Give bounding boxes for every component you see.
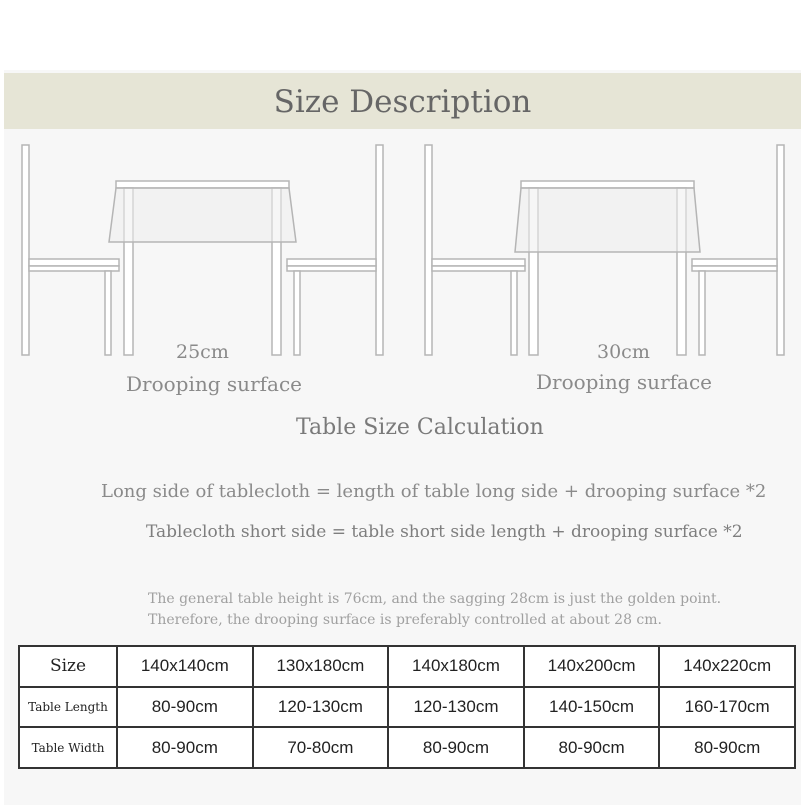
right-chair-right — [692, 145, 784, 355]
left-drop-label: Drooping surface — [126, 372, 302, 396]
table-row — [19, 687, 795, 728]
width-cell: 80-90cm — [117, 727, 253, 768]
row-header-table-length: Table Length — [19, 687, 117, 728]
length-cell: 160-170cm — [659, 687, 795, 728]
left-chair-right — [287, 145, 383, 355]
length-cell: 140-150cm — [524, 687, 660, 728]
length-cell: 120-130cm — [253, 687, 389, 728]
length-cell: 120-130cm — [388, 687, 524, 728]
size-cell: 130x180cm — [253, 646, 389, 687]
right-drop-label: Drooping surface — [536, 370, 712, 394]
size-cell: 140x180cm — [388, 646, 524, 687]
row-header-table-width: Table Width — [19, 727, 117, 768]
note-line-2: Therefore, the drooping surface is preferably controlled at about 28 cm. — [148, 612, 662, 628]
width-cell: 80-90cm — [659, 727, 795, 768]
calc-title: Table Size Calculation — [296, 415, 544, 440]
size-cell: 140x200cm — [524, 646, 660, 687]
formula-short-side: Tablecloth short side = table short side length + drooping surface *2 — [146, 522, 743, 542]
left-drop-value: 25cm — [176, 341, 229, 363]
formula-long-side: Long side of tablecloth = length of table long side + drooping surface *2 — [101, 481, 767, 502]
left-chair-left — [22, 145, 119, 355]
width-cell: 80-90cm — [524, 727, 660, 768]
size-table — [18, 645, 796, 769]
right-table — [515, 181, 700, 355]
left-table — [109, 181, 296, 355]
length-cell: 80-90cm — [117, 687, 253, 728]
note-line-1: The general table height is 76cm, and the sagging 28cm is just the golden point. — [148, 591, 722, 607]
right-drop-value: 30cm — [597, 341, 650, 363]
size-cell: 140x220cm — [659, 646, 795, 687]
table-row — [19, 727, 795, 768]
row-header-size: Size — [19, 646, 117, 687]
right-chair-left — [425, 145, 525, 355]
page-title: Size Description — [273, 84, 532, 120]
width-cell: 70-80cm — [253, 727, 389, 768]
table-row — [19, 646, 795, 687]
size-cell: 140x140cm — [117, 646, 253, 687]
width-cell: 80-90cm — [388, 727, 524, 768]
